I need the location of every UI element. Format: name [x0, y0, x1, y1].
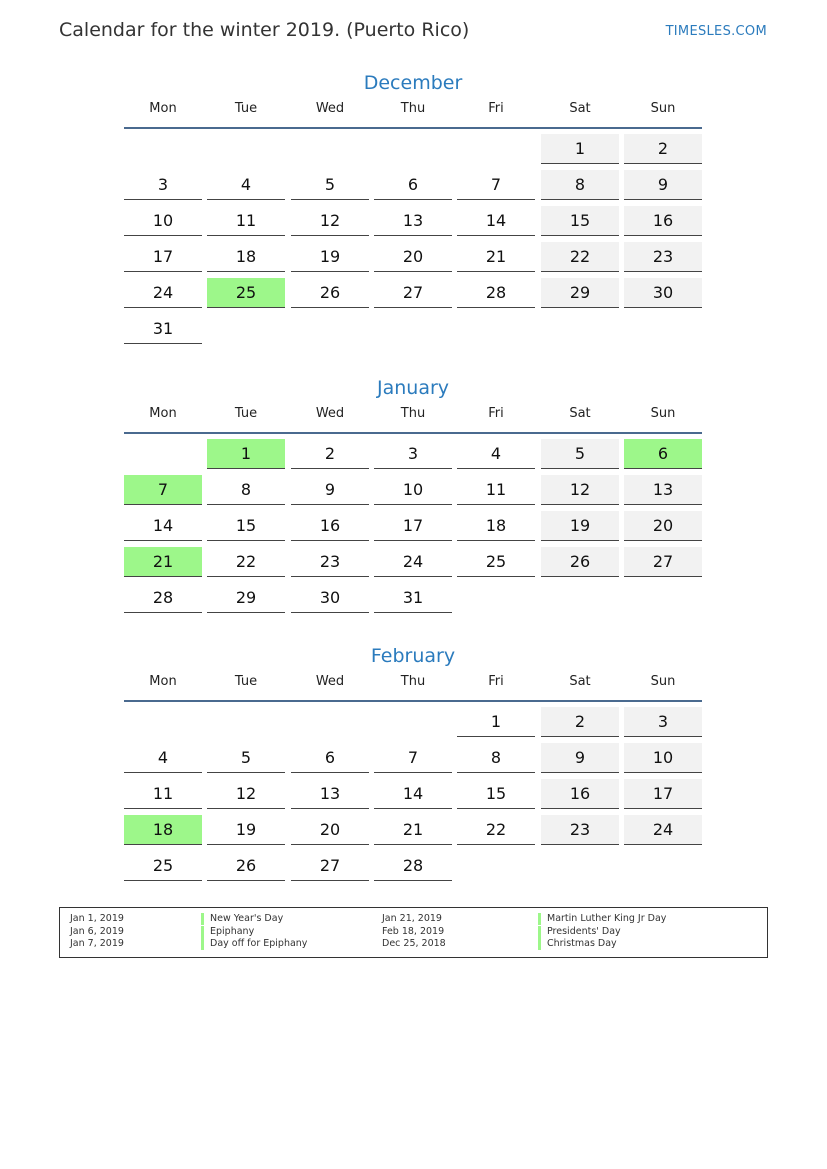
day-cell: 26 — [207, 851, 285, 881]
day-cell: 7 — [457, 170, 535, 200]
day-cell: 9 — [291, 475, 369, 505]
weekday-label: Tue — [234, 674, 258, 689]
day-cell: 1 — [541, 134, 619, 164]
holiday-day-cell: 25 — [207, 278, 285, 308]
day-cell: 13 — [291, 779, 369, 809]
day-cell: 27 — [374, 278, 452, 308]
day-cell: 19 — [541, 511, 619, 541]
day-cell: 20 — [291, 815, 369, 845]
day-cell: 1 — [457, 707, 535, 737]
site-link[interactable]: TIMESLES.COM — [665, 24, 767, 39]
weekday-header — [124, 670, 702, 702]
day-cell: 23 — [624, 242, 702, 272]
day-cell: 28 — [374, 851, 452, 881]
day-cell: 31 — [124, 314, 202, 344]
day-cell: 4 — [457, 439, 535, 469]
day-cell: 29 — [541, 278, 619, 308]
month-title: January — [376, 377, 450, 399]
day-cell: 12 — [541, 475, 619, 505]
day-cell: 21 — [457, 242, 535, 272]
day-cell: 5 — [207, 743, 285, 773]
weekday-label: Wed — [315, 674, 345, 689]
day-cell: 22 — [457, 815, 535, 845]
legend-holiday-name: New Year's Day — [201, 913, 283, 925]
legend-holiday-name: Day off for Epiphany — [201, 938, 307, 950]
day-cell: 6 — [374, 170, 452, 200]
day-cell: 4 — [207, 170, 285, 200]
day-cell: 19 — [207, 815, 285, 845]
legend-date: Jan 1, 2019 — [70, 913, 124, 924]
legend-holiday-name: Christmas Day — [538, 938, 617, 950]
day-cell: 28 — [124, 583, 202, 613]
day-cell: 11 — [207, 206, 285, 236]
day-cell: 16 — [624, 206, 702, 236]
day-cell: 20 — [624, 511, 702, 541]
day-cell: 8 — [541, 170, 619, 200]
day-cell: 13 — [374, 206, 452, 236]
month-calendar-january — [124, 374, 702, 607]
legend-date: Jan 21, 2019 — [382, 913, 442, 924]
day-cell: 21 — [374, 815, 452, 845]
day-cell: 11 — [124, 779, 202, 809]
day-cell: 30 — [291, 583, 369, 613]
day-cell: 12 — [207, 779, 285, 809]
page-title: Calendar for the winter 2019. (Puerto Rico) — [59, 19, 470, 41]
day-cell: 2 — [541, 707, 619, 737]
day-cell: 4 — [124, 743, 202, 773]
day-cell: 10 — [624, 743, 702, 773]
month-calendar-february — [124, 642, 702, 875]
day-cell: 17 — [624, 779, 702, 809]
weekday-label: Thu — [400, 406, 426, 421]
day-cell: 8 — [457, 743, 535, 773]
day-cell: 18 — [207, 242, 285, 272]
month-title: February — [370, 645, 456, 667]
day-cell: 16 — [541, 779, 619, 809]
day-cell: 14 — [457, 206, 535, 236]
day-cell: 14 — [374, 779, 452, 809]
month-title: December — [363, 72, 463, 94]
weekday-label: Thu — [400, 101, 426, 116]
day-cell: 27 — [291, 851, 369, 881]
day-cell: 15 — [207, 511, 285, 541]
weekday-label: Sat — [569, 406, 591, 421]
weekday-label: Wed — [315, 406, 345, 421]
day-cell: 8 — [207, 475, 285, 505]
day-cell: 17 — [124, 242, 202, 272]
day-cell: 12 — [291, 206, 369, 236]
day-cell: 3 — [124, 170, 202, 200]
weekday-label: Mon — [149, 406, 177, 421]
day-cell: 29 — [207, 583, 285, 613]
weekday-label: Mon — [149, 101, 177, 116]
legend-date: Jan 7, 2019 — [70, 938, 124, 949]
weekday-label: Tue — [234, 406, 258, 421]
day-cell: 3 — [624, 707, 702, 737]
day-cell: 22 — [541, 242, 619, 272]
day-cell: 25 — [457, 547, 535, 577]
weekday-label: Fri — [488, 101, 504, 116]
day-cell: 24 — [624, 815, 702, 845]
holiday-day-cell: 6 — [624, 439, 702, 469]
weekday-header — [124, 402, 702, 434]
day-cell: 5 — [541, 439, 619, 469]
day-cell: 28 — [457, 278, 535, 308]
legend-holiday-name: Presidents' Day — [538, 926, 621, 938]
weekday-header — [124, 97, 702, 129]
day-cell: 7 — [374, 743, 452, 773]
day-cell: 10 — [374, 475, 452, 505]
day-cell: 31 — [374, 583, 452, 613]
day-cell: 23 — [541, 815, 619, 845]
day-cell: 14 — [124, 511, 202, 541]
day-cell: 9 — [624, 170, 702, 200]
weekday-label: Tue — [234, 101, 258, 116]
day-cell: 10 — [124, 206, 202, 236]
day-cell: 16 — [291, 511, 369, 541]
day-cell: 11 — [457, 475, 535, 505]
weekday-label: Wed — [315, 101, 345, 116]
day-cell: 23 — [291, 547, 369, 577]
legend-holiday-name: Epiphany — [201, 926, 254, 938]
holiday-legend — [59, 907, 768, 958]
weekday-label: Sun — [650, 674, 676, 689]
weekday-label: Sat — [569, 674, 591, 689]
day-cell: 22 — [207, 547, 285, 577]
day-cell: 25 — [124, 851, 202, 881]
weekday-label: Fri — [488, 674, 504, 689]
weekday-label: Sun — [650, 406, 676, 421]
day-cell: 2 — [624, 134, 702, 164]
weekday-label: Thu — [400, 674, 426, 689]
day-cell: 3 — [374, 439, 452, 469]
holiday-day-cell: 1 — [207, 439, 285, 469]
holiday-day-cell: 21 — [124, 547, 202, 577]
day-cell: 2 — [291, 439, 369, 469]
day-cell: 5 — [291, 170, 369, 200]
legend-holiday-name: Martin Luther King Jr Day — [538, 913, 666, 925]
day-cell: 17 — [374, 511, 452, 541]
weekday-label: Fri — [488, 406, 504, 421]
day-cell: 9 — [541, 743, 619, 773]
day-cell: 20 — [374, 242, 452, 272]
day-cell: 24 — [124, 278, 202, 308]
weekday-label: Mon — [149, 674, 177, 689]
holiday-day-cell: 18 — [124, 815, 202, 845]
day-cell: 30 — [624, 278, 702, 308]
day-cell: 26 — [291, 278, 369, 308]
day-cell: 26 — [541, 547, 619, 577]
day-cell: 18 — [457, 511, 535, 541]
day-cell: 6 — [291, 743, 369, 773]
month-calendar-december — [124, 69, 702, 338]
day-cell: 27 — [624, 547, 702, 577]
weekday-label: Sun — [650, 101, 676, 116]
legend-date: Dec 25, 2018 — [382, 938, 446, 949]
weekday-label: Sat — [569, 101, 591, 116]
day-cell: 15 — [541, 206, 619, 236]
day-cell: 15 — [457, 779, 535, 809]
day-cell: 19 — [291, 242, 369, 272]
legend-date: Jan 6, 2019 — [70, 926, 124, 937]
legend-date: Feb 18, 2019 — [382, 926, 445, 937]
day-cell: 24 — [374, 547, 452, 577]
day-cell: 13 — [624, 475, 702, 505]
holiday-day-cell: 7 — [124, 475, 202, 505]
